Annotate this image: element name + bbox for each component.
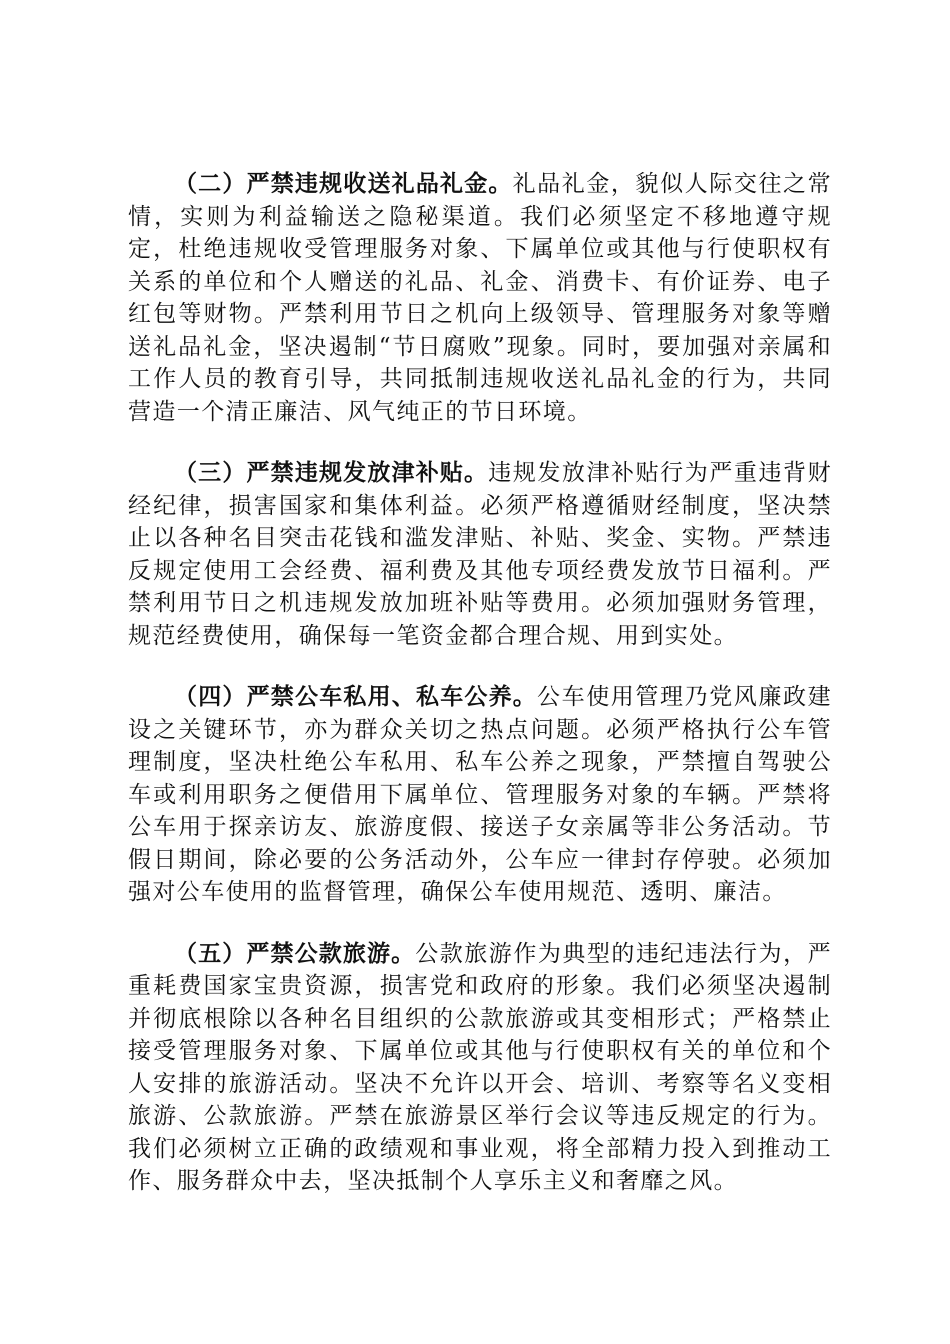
section-2-heading: （二）严禁违规收送礼品礼金。 [174,171,513,197]
section-5-heading: （五）严禁公款旅游。 [174,940,416,967]
section-2-paragraph [128,168,832,428]
document-body [128,168,832,1227]
section-4-heading: （四）严禁公车私用、私车公养。 [174,684,537,710]
section-3-body: 违规发放津补贴行为严重违背财经纪律，损害国家和集体利益。必须严格遵循财经制度，坚决禁止以各种名目突击花钱和滥发津贴、补贴、奖金、实物。严禁违反规定使用工会经费、福利费及其他专项经费发放节日福利。严禁利用节日之机违规发放加班补贴等费用。必须加强财务管理，规范经费使用，确保每一笔资金都合理合规、用到实处。 [128,460,832,649]
section-5-paragraph [128,938,832,1198]
section-3-heading: （三）严禁违规发放津补贴。 [174,460,489,486]
section-4-body: 公车使用管理乃党风廉政建设之关键环节，亦为群众关切之热点问题。必须严格执行公车管理制度，坚决杜绝公车私用、私车公养之现象，严禁擅自驾驶公车或利用职务之便借用下属单位、管理服务对象的车辆。严禁将公车用于探亲访友、旅游度假、接送子女亲属等非公务活动。节假日期间，除必要的公务活动外，公车应一律封存停驶。必须加强对公车使用的监督管理，确保公车使用规范、透明、廉洁。 [128,684,832,905]
section-4-paragraph [128,681,832,909]
section-5-body: 公款旅游作为典型的违纪违法行为，严重耗费国家宝贵资源，损害党和政府的形象。我们必须坚决遏制并彻底根除以各种名目组织的公款旅游或其变相形式；严格禁止接受管理服务对象、下属单位或其他与行使职权有关的单位和个人安排的旅游活动。坚决不允许以开会、培训、考察等名义变相旅游、公款旅游。严禁在旅游景区举行会议等违反规定的行为。我们必须树立正确的政绩观和事业观，将全部精力投入到推动工作、服务群众中去，坚决抵制个人享乐主义和奢靡之风。 [128,940,832,1194]
section-2-body: 礼品礼金，貌似人际交往之常情，实则为利益输送之隐秘渠道。我们必须坚定不移地遵守规定，杜绝违规收受管理服务对象、下属单位或其他与行使职权有关系的单位和个人赠送的礼品、礼金、消费卡、有价证券、电子红包等财物。严禁利用节日之机向上级领导、管理服务对象等赠送礼品礼金，坚决遏制“节日腐败”现象。同时，要加强对亲属和工作人员的教育引导，共同抵制违规收送礼品礼金的行为，共同营造一个清正廉洁、风气纯正的节日环境。 [128,171,833,425]
section-3-paragraph [128,457,832,652]
